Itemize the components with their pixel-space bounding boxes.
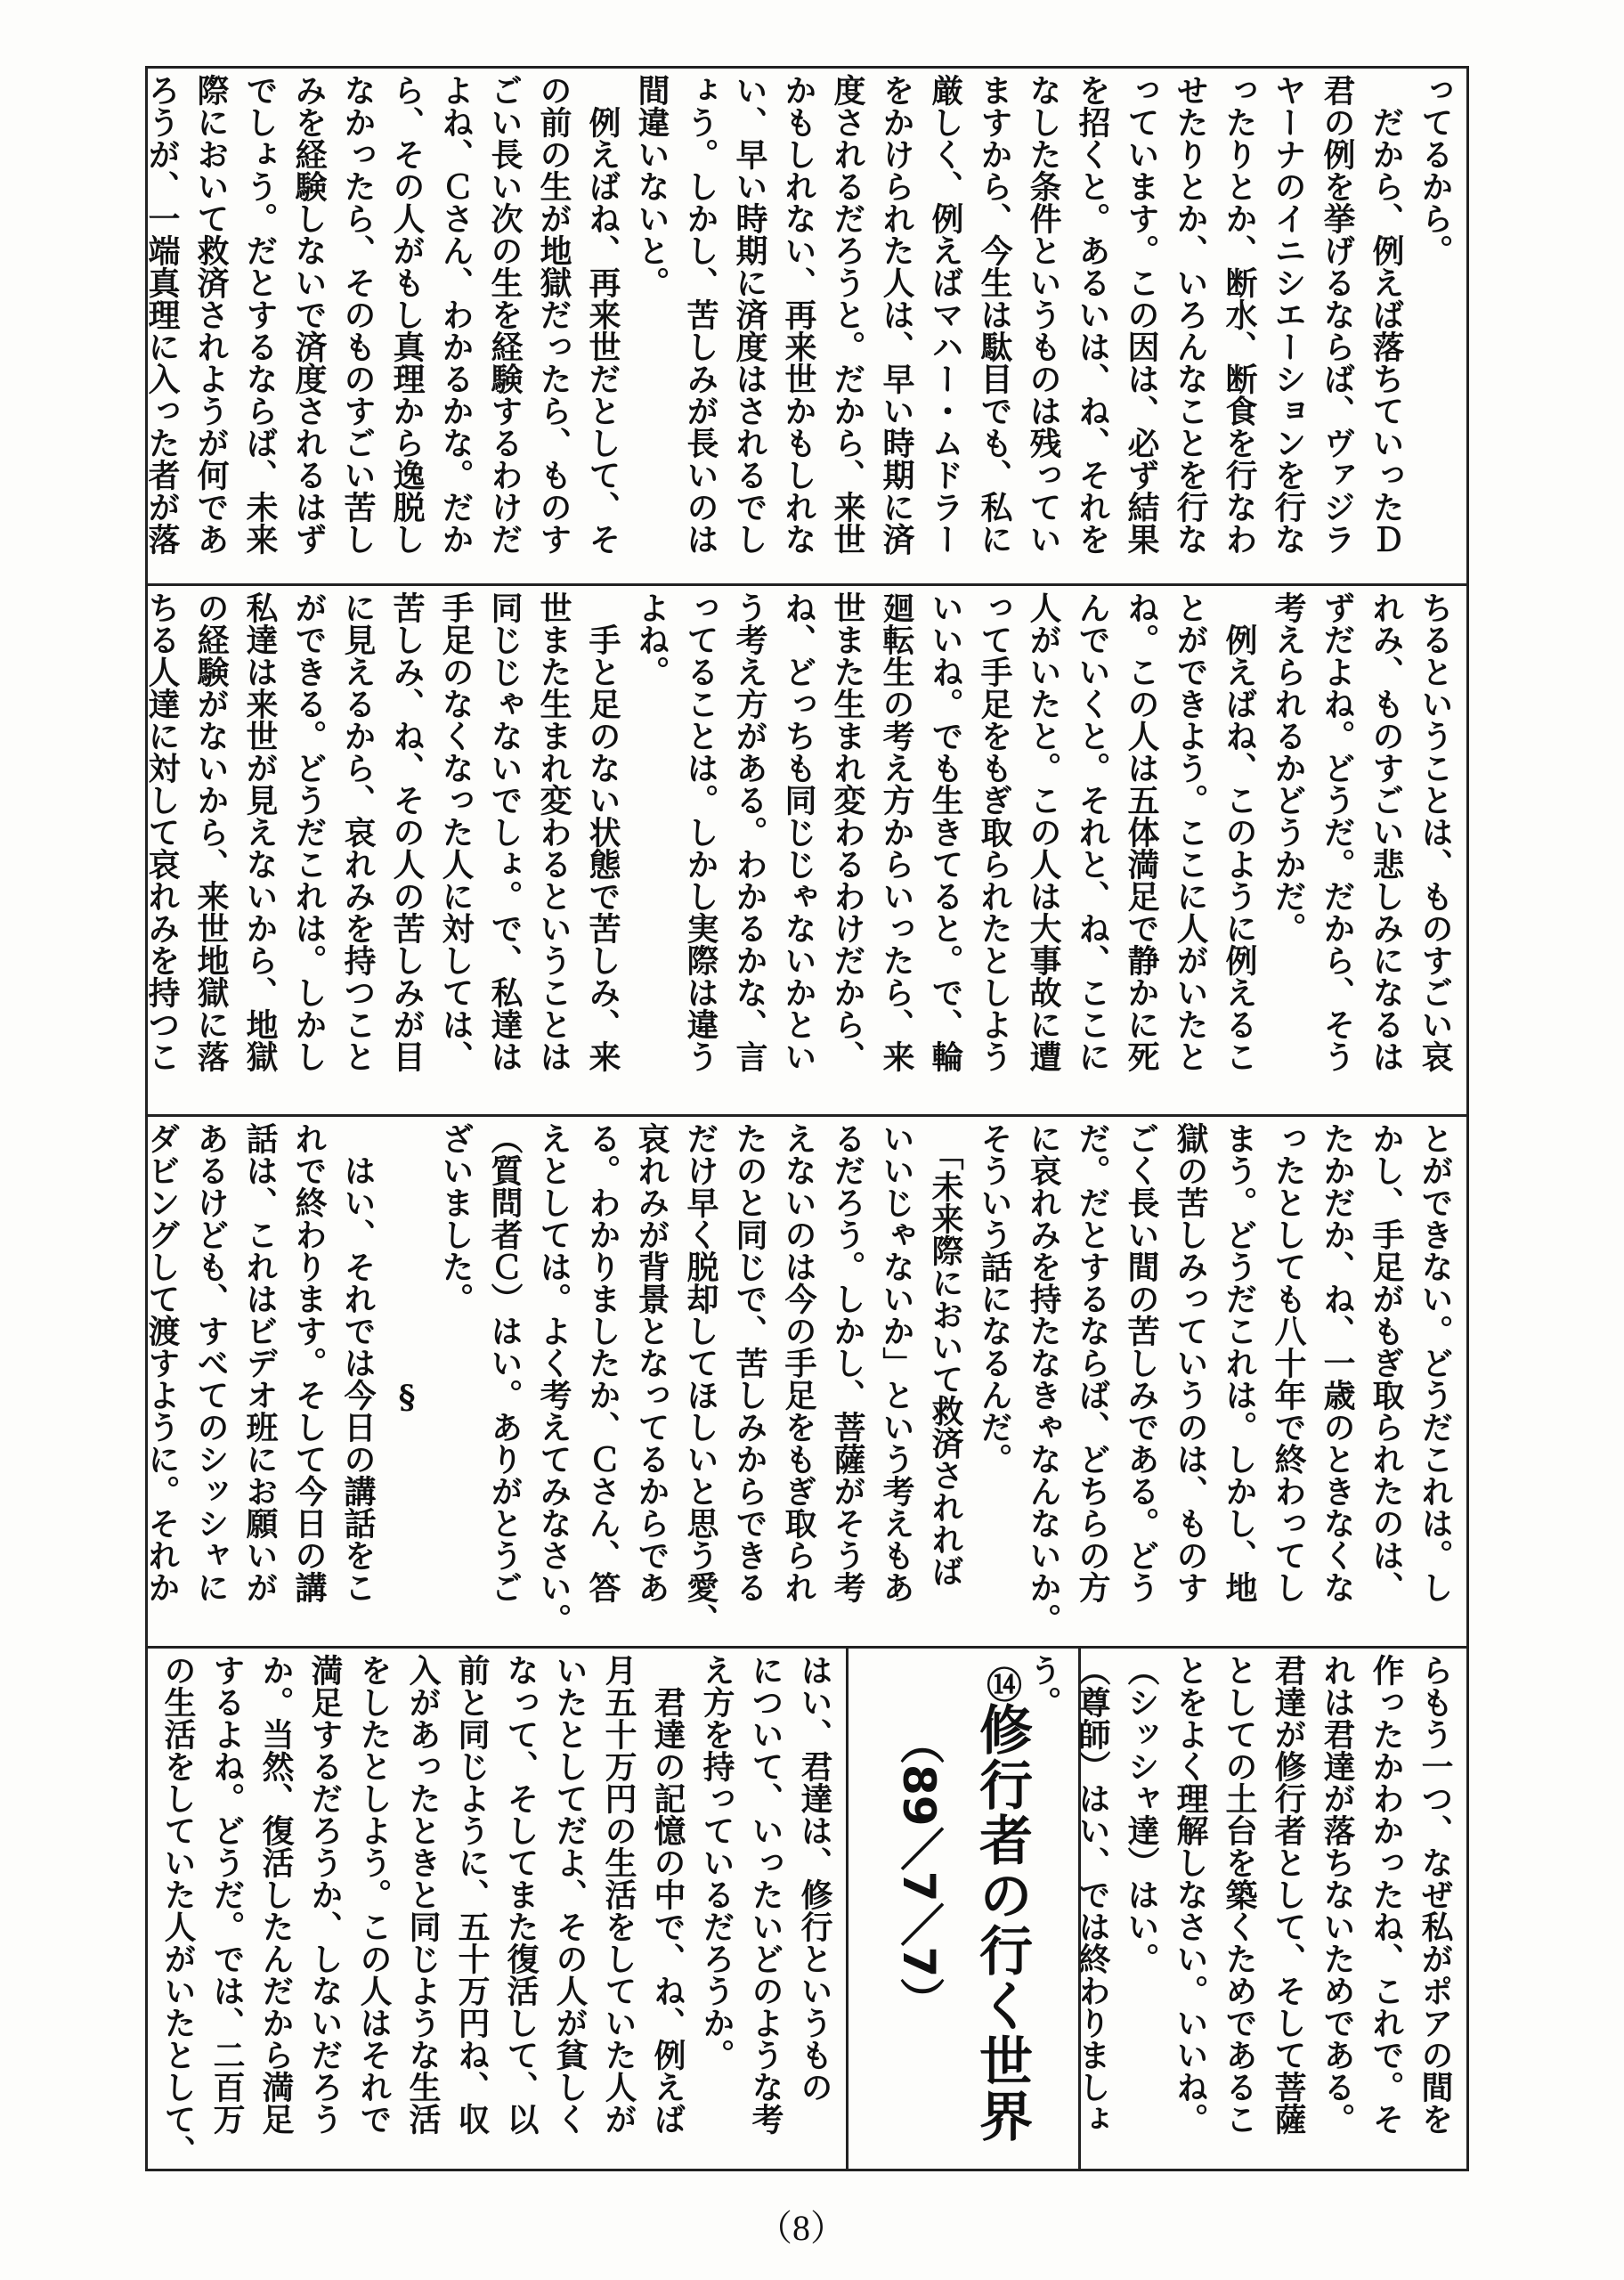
text-column: ますから、今生は駄目でも、私に (976, 74, 1013, 555)
text-column: せたりとか、いろんなことを行な (1172, 74, 1209, 555)
text-column: ができる。どうだこれは。しかし (290, 591, 328, 1072)
text-column: 例えばね、再来世だとして、そ (584, 74, 621, 555)
text-column: 苦しみ、ね、その人の苦しみが目 (388, 591, 426, 1072)
text-column: 考えられるかどうかだ。 (1270, 591, 1307, 944)
text-column: ってるから。 (1417, 74, 1454, 266)
text-column: 私達は来世が見えないから、地獄 (241, 591, 279, 1072)
text-column: （尊師）はい、では終わりましょ (1074, 1654, 1111, 2135)
text-column: 廻転生の考え方からいったら、来 (878, 591, 915, 1072)
page-number: （8） (757, 2208, 846, 2248)
text-column: ら、その人がもし真理から逸脱し (388, 74, 426, 555)
text-column: え方を持っているだろうか。 (698, 1654, 735, 2071)
text-column: 哀れみが背景となってるからであ (633, 1122, 670, 1603)
text-column: ダビングして渡すように。それか (143, 1122, 181, 1603)
text-column: よね、Ｃさん、わかるかな。だか (437, 74, 475, 555)
text-column: れは君達が落ちないためである。 (1319, 1654, 1356, 2135)
text-column: の前の生が地獄だったら、ものす (535, 74, 572, 555)
text-column: ょう。しかし、苦しみが長いのは (682, 74, 719, 555)
text-column: ごい長い次の生を経験するわけだ (486, 74, 524, 555)
text-column: とができよう。ここに人がいたと (1172, 591, 1209, 1072)
text-column: いいじゃないか」という考えもあ (878, 1122, 915, 1603)
text-column: を招くと。あるいは、ね、それを (1074, 74, 1111, 555)
text-column: するよね。どうだ。では、二百万 (208, 1654, 246, 2135)
text-column: ヤーナのイニシエーションを行な (1270, 74, 1307, 555)
text-column: の経験がないから、来世地獄に落 (192, 591, 230, 1072)
text-column: なした条件というものは残ってい (1025, 74, 1062, 555)
text-column: う。 (1025, 1654, 1062, 1718)
text-column: だから、例えば落ちていったＤ (1368, 74, 1405, 555)
text-column: 世また生まれ変わるわけだから、 (829, 591, 866, 1072)
text-column: ざいました。 (437, 1122, 475, 1315)
text-column: だけ早く脱却してほしいと思う愛、 (682, 1122, 719, 1635)
text-column: 同じじゃないでしょ。で、私達は (486, 591, 524, 1072)
text-column: たのと同じで、苦しみからできる (731, 1122, 768, 1603)
text-column: れで終わります。そして今日の講 (290, 1122, 328, 1603)
text-columns (143, 1117, 1466, 1646)
text-column: に見えるから、哀れみを持つこと (339, 591, 377, 1072)
text-column: 君の例を挙げるならば、ヴァジラ (1319, 74, 1356, 555)
text-column: えないのは今の手足をもぎ取られ (780, 1122, 817, 1603)
text-column: ったとしても八十年で終わってし (1270, 1122, 1307, 1603)
text-column: とができない。どうだこれは。し (1417, 1122, 1454, 1603)
text-column: 入があったときと同じような生活 (404, 1654, 442, 2135)
text-column: をしたとしよう。この人はそれで (355, 1654, 393, 2135)
text-column: まう。どうだこれは。しかし、地 (1221, 1122, 1258, 1603)
text-column: とをよく理解しなさい。いいね。 (1172, 1654, 1209, 2135)
text-columns (143, 69, 1466, 583)
text-column: いたとしてだよ、その人が貧しく (551, 1654, 589, 2135)
text-column: 度されるだろうと。だから、来世 (829, 74, 866, 555)
text-column: みを経験しないで済度されるはず (290, 74, 328, 555)
text-column: 手足のなくなった人に対しては、 (437, 591, 475, 1072)
section-title: 修行者の行く世界 (970, 1702, 1033, 2144)
text-column: るだろう。しかし、菩薩がそう考 (829, 1122, 866, 1603)
text-band-2 (143, 586, 1466, 1117)
text-column: 世また生まれ変わるということは (535, 591, 572, 1072)
text-column: ちる人達に対して哀れみを持つこ (143, 591, 181, 1072)
text-column: § (388, 1122, 426, 1416)
text-column: っています。この因は、必ず結果 (1123, 74, 1160, 555)
text-column: 前と同じように、五十万円ね、収 (453, 1654, 491, 2135)
text-column: 手と足のない状態で苦しみ、来 (584, 591, 621, 1072)
text-columns (143, 586, 1466, 1114)
text-column: はい、君達は、修行というもの (796, 1654, 833, 2103)
new-section-columns (148, 1649, 846, 2169)
text-column: に哀れみを持たなきゃなんないか。 (1025, 1122, 1062, 1635)
text-column: 厳しく、例えばマハー・ムドラー (927, 74, 964, 555)
text-column: る。わかりましたか、Ｃさん、答 (584, 1122, 621, 1603)
text-column: 人がいたと。この人は大事故に遭 (1025, 591, 1062, 1072)
text-column: でしょう。だとするならば、未来 (241, 74, 279, 555)
text-column: はい、それでは今日の講話をこ (339, 1122, 377, 1603)
text-column: について、いったいどのような考 (747, 1654, 784, 2135)
text-column: ちるということは、ものすごい哀 (1417, 591, 1454, 1072)
text-column: ろうが、一端真理に入った者が落 (143, 74, 181, 555)
section-number: ⑭ (980, 1666, 1023, 1702)
text-column: なって、そしてまた復活して、以 (502, 1654, 540, 2135)
text-column: えとしては。よく考えてみなさい。 (535, 1122, 572, 1635)
text-column: ったりとか、断水、断食を行なわ (1221, 74, 1258, 555)
text-band-1 (143, 69, 1466, 586)
text-column: 際において救済されようが何であ (192, 74, 230, 555)
text-column: 満足するだろうか、しないだろう (306, 1654, 344, 2135)
text-band-4 (148, 1649, 1466, 2169)
text-column: あるけども、すべてのシッシャに (192, 1122, 230, 1603)
text-column: そういう話になるんだ。 (976, 1122, 1013, 1475)
text-column: 「未来際において救済されれば (927, 1122, 964, 1587)
text-column: ってることは。しかし実際は違う (682, 591, 719, 1072)
text-column: だ。だとするならば、どちらの方 (1074, 1122, 1111, 1603)
section-date: （89／7／7） (893, 1720, 945, 2023)
text-column: 話は、これはビデオ班にお願いが (241, 1122, 279, 1603)
text-column: かもしれない、再来世かもしれな (780, 74, 817, 555)
text-column: 君達が修行者として、そして菩薩 (1270, 1654, 1307, 2135)
text-column: ごく長い間の苦しみである。どう (1123, 1122, 1160, 1603)
text-column: らもう一つ、なぜ私がポアの間を (1417, 1654, 1454, 2135)
section-title-box (846, 1649, 1081, 2169)
text-column: 例えばね、このように例えるこ (1221, 591, 1258, 1072)
text-column: 月五十万円の生活をしていた人が (600, 1654, 637, 2135)
text-column: う考え方がある。わかるかな、言 (731, 591, 768, 1072)
text-columns-continuation (1025, 1649, 1466, 2169)
text-column: か。当然、復活したんだから満足 (257, 1654, 295, 2135)
text-column: （質問者Ｃ）はい。ありがとうご (486, 1122, 524, 1603)
text-column: い、早い時期に済度はされるでし (731, 74, 768, 555)
text-column: （シッシャ達）はい。 (1123, 1654, 1160, 1975)
text-column: ね。この人は五体満足で静かに死 (1123, 591, 1160, 1072)
section-title-stack (963, 1666, 1040, 2169)
text-column: の生活をしていた人がいたとして、 (159, 1654, 197, 2167)
text-column: れみ、ものすごい悲しみになるは (1368, 591, 1405, 1072)
text-column: んでいくと。それと、ね、ここに (1074, 591, 1111, 1072)
text-column: としての土台を築くためであるこ (1221, 1654, 1258, 2135)
text-column: たかだか、ね、一歳のときなくな (1319, 1122, 1356, 1603)
text-column: ずだよね。どうだ。だから、そう (1319, 591, 1356, 1072)
text-column: かし、手足がもぎ取られたのは、 (1368, 1122, 1405, 1603)
text-band-3 (143, 1117, 1466, 1649)
text-column: って手足をもぎ取られたとしよう (976, 591, 1013, 1072)
text-column: 君達の記憶の中で、ね、例えば (649, 1654, 686, 2135)
text-column: をかけられた人は、早い時期に済 (878, 74, 915, 555)
text-column: なかったら、そのものすごい苦し (339, 74, 377, 555)
text-column: 作ったかわかったね、これで。そ (1368, 1654, 1405, 2135)
text-column: いいね。でも生きてると。で、輪 (927, 591, 964, 1072)
text-column: 獄の苦しみっていうのは、ものす (1172, 1122, 1209, 1603)
text-column: 間違いないと。 (633, 74, 670, 298)
page-frame (145, 66, 1469, 2171)
text-column: ね、どっちも同じじゃないかとい (780, 591, 817, 1072)
text-column: よね。 (633, 591, 670, 688)
section-date-stack (887, 1666, 951, 2169)
